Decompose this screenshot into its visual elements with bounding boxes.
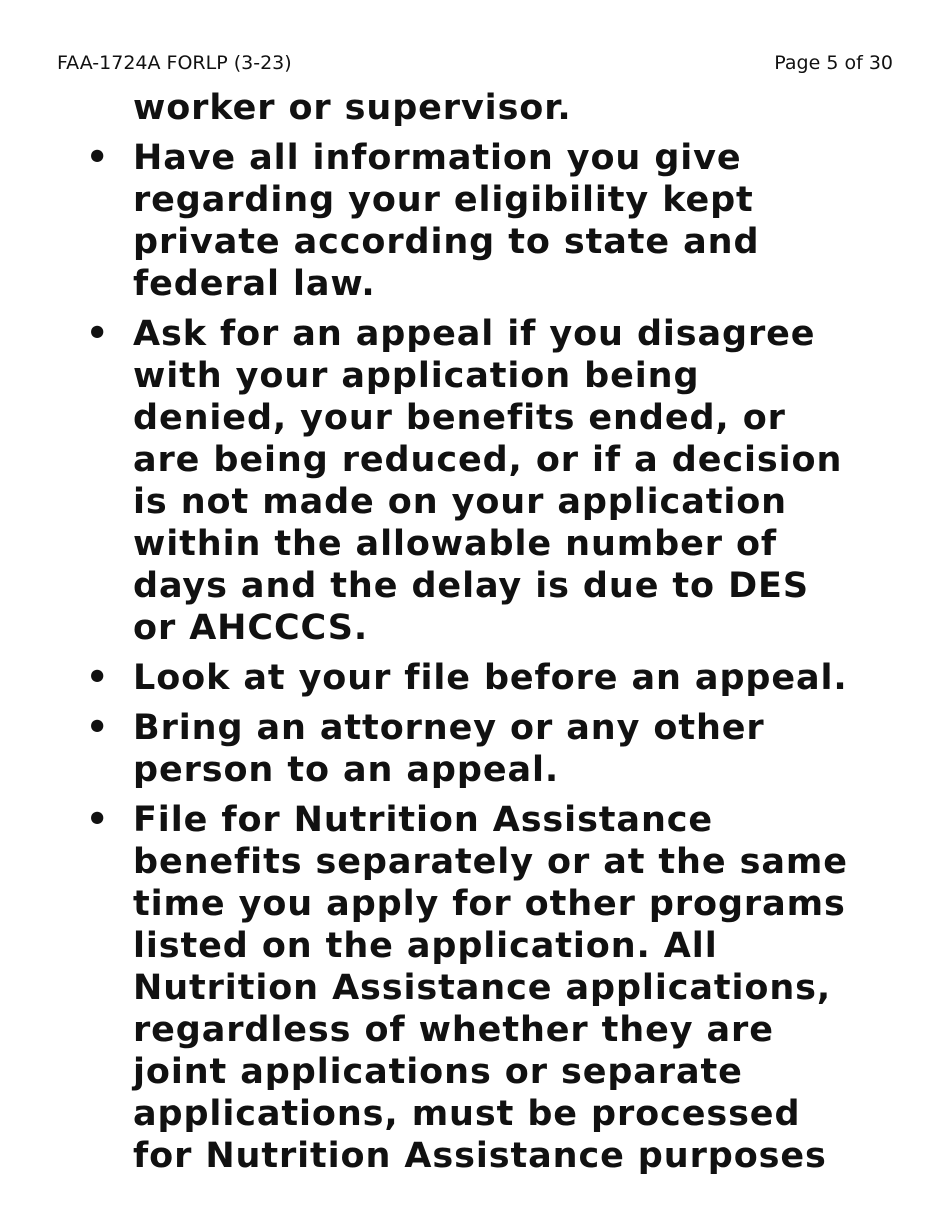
text-line: for Nutrition Assistance purposes (133, 1136, 827, 1176)
text-line: Look at your file before an appeal. (133, 658, 848, 698)
bullet-item (0, 313, 950, 649)
text-line: within the allowable number of (133, 524, 778, 564)
text-line: private according to state and (133, 222, 760, 262)
bullet-icon: • (86, 708, 109, 748)
text-line: denied, your benefits ended, or (133, 398, 786, 438)
bullet-icon: • (86, 800, 109, 840)
text-line: is not made on your application (133, 482, 788, 522)
text-line: listed on the application. All (133, 926, 718, 966)
bullet-icon: • (86, 138, 109, 178)
bullet-item (0, 707, 950, 791)
text-line: Have all information you give (133, 138, 742, 178)
bullet-icon: • (86, 314, 109, 354)
text-line: applications, must be processed (133, 1094, 801, 1134)
text-line: regardless of whether they are (133, 1010, 774, 1050)
text-line: File for Nutrition Assistance (133, 800, 714, 840)
text-line: with your application being (133, 356, 700, 396)
text-line: person to an appeal. (133, 750, 560, 790)
bullet-item (0, 657, 950, 699)
text-line: joint applications or separate (133, 1052, 743, 1092)
text-line: or AHCCCS. (133, 608, 369, 648)
bullet-item (0, 799, 950, 1177)
text-line: federal law. (133, 264, 376, 304)
text-line: regarding your eligibility kept (133, 180, 754, 220)
text-line: days and the delay is due to DES (133, 566, 809, 606)
text-line: time you apply for other programs (133, 884, 846, 924)
text-line: are being reduced, or if a decision (133, 440, 843, 480)
continued-text (0, 87, 950, 129)
form-id: FAA-1724A FORLP (3-23) (57, 52, 292, 74)
text-line: Ask for an appeal if you disagree (133, 314, 816, 354)
text-line: benefits separately or at the same (133, 842, 848, 882)
page-number: Page 5 of 30 (774, 52, 893, 74)
bullet-icon: • (86, 658, 109, 698)
text-line: Nutrition Assistance applications, (133, 968, 832, 1008)
rights-list (0, 87, 950, 1177)
bullet-item (0, 137, 950, 305)
text-line: Bring an attorney or any other (133, 708, 765, 748)
text-line: worker or supervisor. (133, 88, 572, 128)
